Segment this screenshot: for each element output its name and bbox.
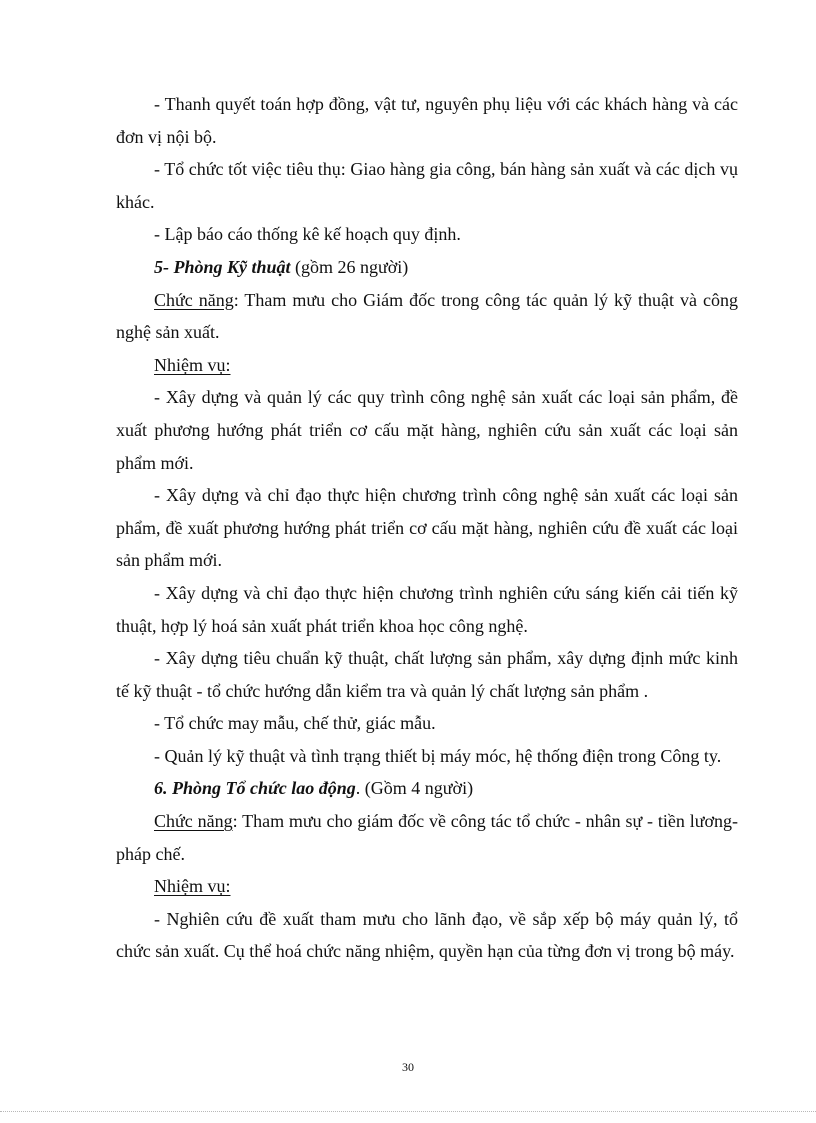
section-5-duty-item: - Quản lý kỹ thuật và tình trạng thiết bị máy móc, hệ thống điện trong Công ty.	[154, 745, 722, 766]
section-6-title: 6. Phòng Tổ chức lao động	[154, 778, 356, 799]
paragraph-consumption-organization: - Tổ chức tốt việc tiêu thụ: Giao hàng gia công, bán hàng sản xuất và các dịch vụ khác.	[116, 159, 738, 212]
section-5-staff-count: (gồm 26 người)	[290, 256, 409, 277]
section-5-function-label: Chức năng	[154, 289, 234, 310]
section-6-function-text: : Tham mưu cho giám đốc về công tác tổ chức - nhân sự - tiền lương- pháp chế.	[116, 811, 738, 864]
section-5-duty-item: - Xây dựng và chỉ đạo thực hiện chương trình nghiên cứu sáng kiến cải tiến kỹ thuật, hợp lý hoá sản xuất phát triển khoa học công nghệ.	[116, 582, 738, 636]
section-6-duty-item: - Nghiên cứu đề xuất tham mưu cho lãnh đạo, về sắp xếp bộ máy quản lý, tổ chức sản xuất. Cụ thể hoá chức năng nhiệm, quyền hạn của từng đơn vị trong bộ máy.	[116, 908, 738, 962]
paragraph-contract-settlement: - Thanh quyết toán hợp đồng, vật tư, nguyên phụ liệu với các khách hàng và các đơn vị nội bộ.	[116, 94, 738, 147]
section-5-function	[116, 284, 738, 349]
page-number: 30	[402, 1060, 414, 1074]
section-6-duty-heading	[116, 870, 738, 903]
section-6-duty-label: Nhiệm vụ:	[154, 876, 231, 897]
section-5-duty-heading	[116, 349, 738, 382]
paragraph-statistical-report: - Lập báo cáo thống kê kế hoạch quy định.	[154, 224, 461, 245]
section-6-staff-count: . (Gồm 4 người)	[355, 778, 474, 799]
section-5-duty-item: - Xây dựng tiêu chuẩn kỹ thuật, chất lượng sản phẩm, xây dựng định mức kinh tế kỹ thuật - tổ chức hướng dẫn kiểm tra và quản lý chất lượng sản phẩm .	[116, 648, 738, 701]
page-body	[116, 88, 738, 968]
section-5-heading	[116, 251, 738, 284]
section-6-heading	[116, 772, 738, 805]
section-5-function-text: : Tham mưu cho Giám đốc trong công tác quản lý kỹ thuật và công nghệ sản xuất.	[116, 289, 739, 343]
section-5-title: 5- Phòng Kỹ thuật	[154, 256, 291, 277]
section-5-duty-label: Nhiệm vụ:	[154, 354, 231, 375]
section-5-duty-item: - Xây dựng và quản lý các quy trình công nghệ sản xuất các loại sản phẩm, đề xuất phương hướng phát triển cơ cấu mặt hàng, nghiên cứu sản xuất các loại sản phẩm mới.	[116, 387, 738, 473]
section-6-function-label: Chức năng	[154, 811, 233, 832]
section-5-duty-item: - Tổ chức may mẫu, chế thử, giác mẫu.	[154, 713, 436, 734]
page-bottom-divider	[0, 1111, 816, 1112]
section-6-function	[116, 805, 738, 870]
section-5-duty-item: - Xây dựng và chỉ đạo thực hiện chương trình công nghệ sản xuất các loại sản phẩm, đề xuất phương hướng phát triển cơ cấu mặt hàng, nghiên cứu đề xuất các loại sản phẩm mới.	[116, 485, 738, 571]
